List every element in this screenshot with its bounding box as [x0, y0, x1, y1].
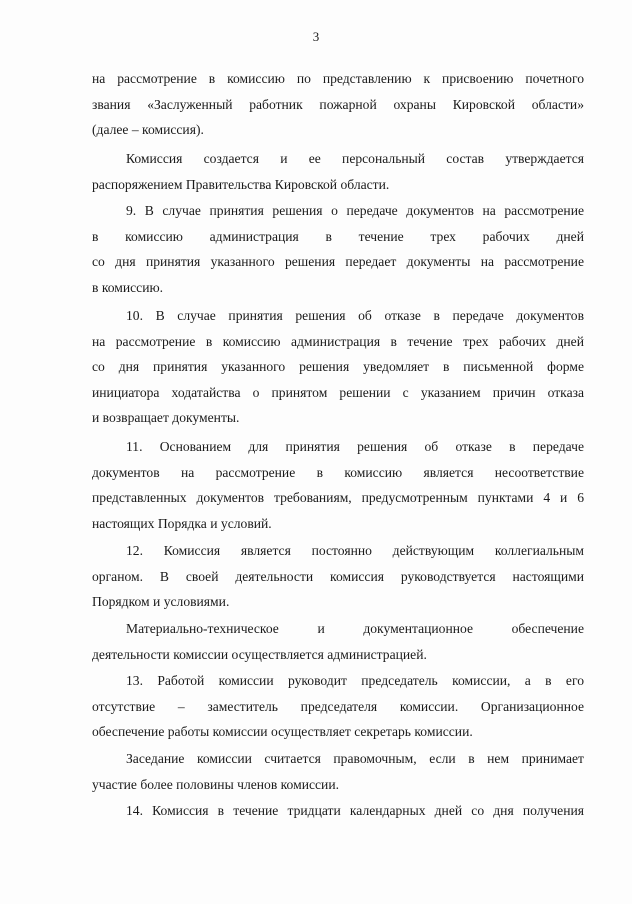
- text-line: 14. Комиссия в течение тридцати календарных дней со дня получения: [126, 803, 584, 818]
- text-line: Материально-техническое и документационное обеспечение: [126, 621, 584, 636]
- text-line: на рассмотрение в комиссию администрация в течение трех рабочих дней: [92, 333, 584, 349]
- text-line: со дня принятия указанного решения передает документы на рассмотрение: [92, 254, 584, 269]
- paragraph: [92, 616, 584, 667]
- text-line: со дня принятия указанного решения уведомляет в письменной форме: [92, 359, 584, 374]
- text-line: в комиссию.: [92, 279, 164, 295]
- text-line: обеспечение работы комиссии осуществляет секретарь комиссии.: [92, 724, 473, 739]
- text-line: (далее – комиссия).: [92, 122, 204, 137]
- page-number: 3: [312, 29, 320, 44]
- text-line: на рассмотрение в комиссию по представлению к присвоению почетного: [92, 71, 584, 86]
- text-line: и возвращает документы.: [92, 410, 240, 425]
- text-line: настоящих Порядка и условий.: [92, 515, 272, 531]
- text-line: Комиссия создается и ее персональный состав утверждается: [126, 151, 584, 166]
- text-line: 9. В случае принятия решения о передаче документов на рассмотрение: [126, 203, 584, 218]
- text-line: в комиссию администрация в течение трех рабочих дней: [92, 228, 584, 244]
- paragraph: [92, 668, 584, 745]
- paragraph: [92, 746, 584, 797]
- paragraph: [92, 434, 584, 536]
- text-line: 11. Основанием для принятия решения об отказе в передаче: [126, 439, 584, 454]
- text-line: документов на рассмотрение в комиссию является несоответствие: [92, 464, 584, 480]
- text-line: инициатора ходатайства о принятом решении с указанием причин отказа: [92, 384, 584, 400]
- paragraph: [92, 538, 584, 615]
- paragraph: [92, 303, 584, 431]
- text-line: органом. В своей деятельности комиссия руководствуется настоящими: [92, 568, 584, 584]
- paragraph: [92, 146, 584, 197]
- text-line: 13. Работой комиссии руководит председатель комиссии, а в его: [126, 673, 584, 688]
- text-line: отсутствие – заместитель председателя комиссии. Организационное: [92, 698, 584, 714]
- text-line: звания «Заслуженный работник пожарной охраны Кировской области»: [92, 96, 584, 112]
- text-line: деятельности комиссии осуществляется администрацией.: [92, 646, 427, 662]
- text-line: представленных документов требованиям, предусмотренным пунктами 4 и 6: [92, 490, 584, 505]
- text-line: Заседание комиссии считается правомочным, если в нем принимает: [126, 751, 584, 766]
- paragraph: [92, 198, 584, 300]
- text-line: 12. Комиссия является постоянно действующим коллегиальным: [126, 543, 584, 558]
- text-line: Порядком и условиями.: [92, 594, 230, 609]
- paragraph: [92, 66, 584, 143]
- text-line: распоряжением Правительства Кировской области.: [92, 176, 390, 192]
- paragraph: [92, 798, 584, 824]
- text-line: участие более половины членов комиссии.: [92, 776, 339, 792]
- text-line: 10. В случае принятия решения об отказе в передаче документов: [126, 308, 584, 323]
